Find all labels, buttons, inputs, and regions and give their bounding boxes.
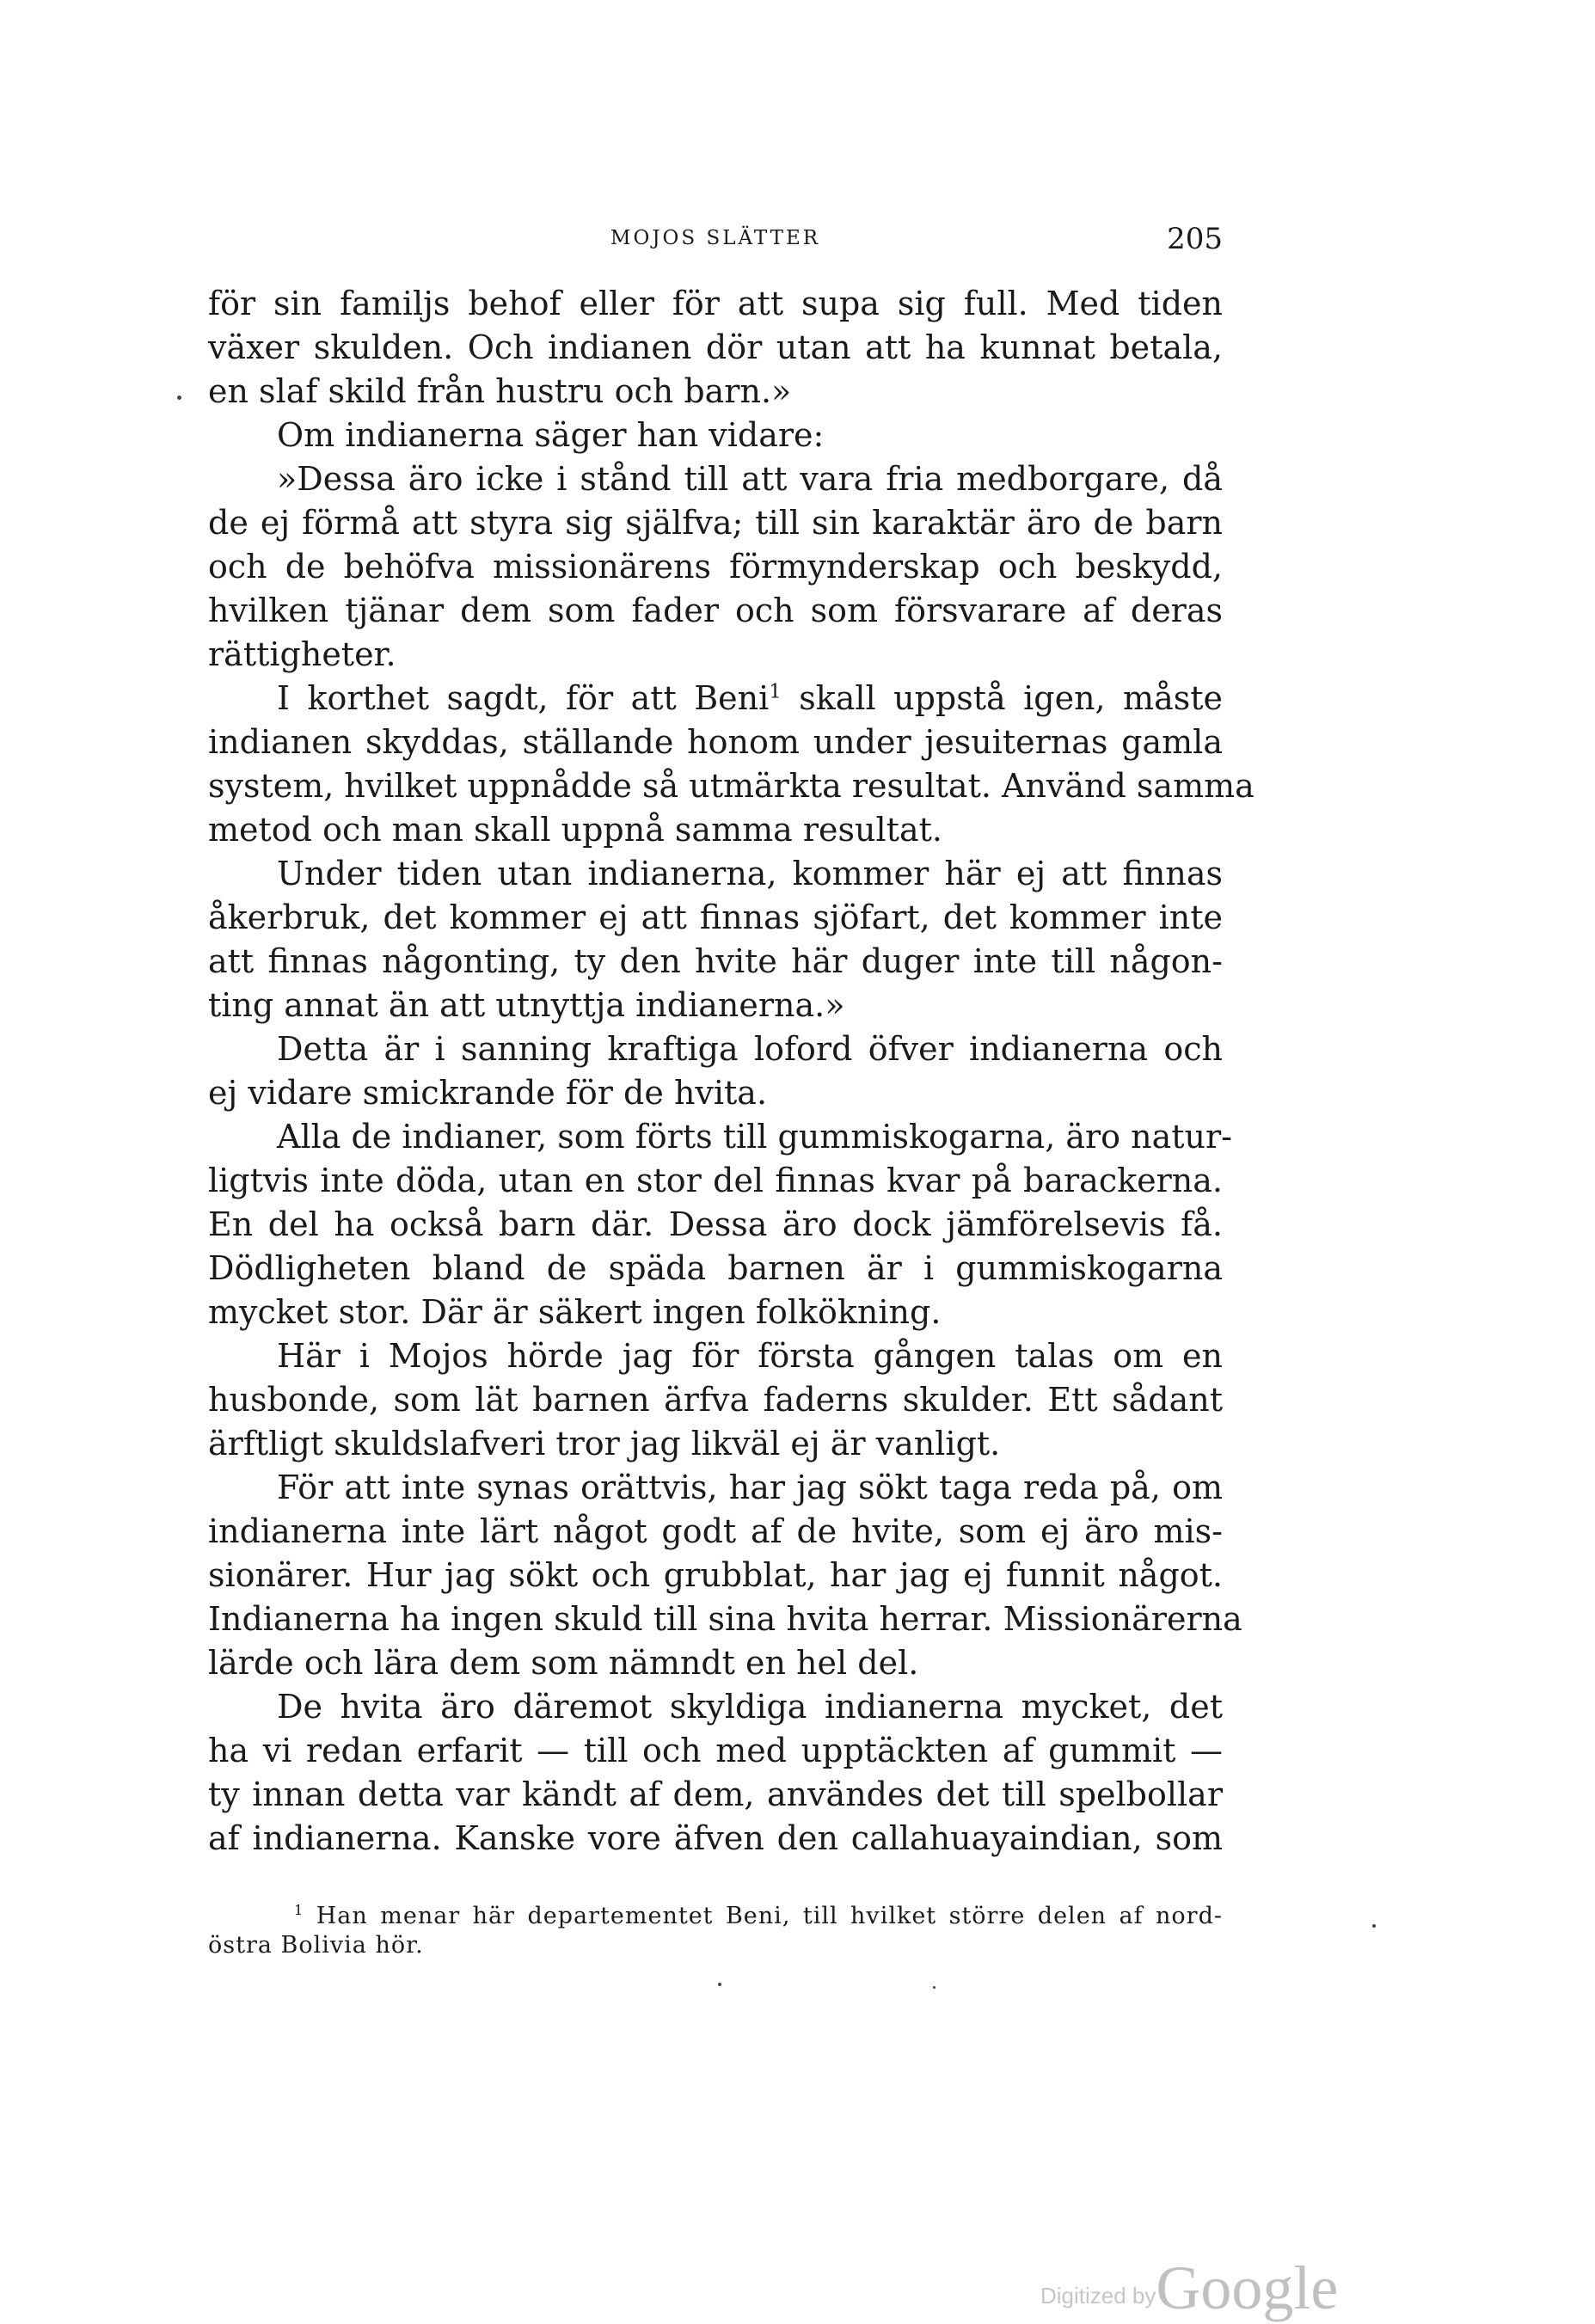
text-line: »Dessa äro icke i stånd till att vara fria medborgare, då xyxy=(277,460,1223,498)
page-header xyxy=(208,222,1223,256)
text-fragment: skall uppstå igen, måste xyxy=(781,679,1223,717)
text-line: ej vidare smickrande för de hvita. xyxy=(208,1074,768,1112)
text-line: indianerna inte lärt något godt af de hvite, som ej äro mis- xyxy=(208,1512,1223,1550)
text-line: ärftligt skuldslafveri tror jag likväl ej är vanligt. xyxy=(208,1425,1001,1462)
print-speck xyxy=(1372,1924,1376,1928)
text-line: metod och man skall uppnå samma resultat. xyxy=(208,811,942,849)
footnote-line xyxy=(208,1902,1223,1931)
text-line: växer skulden. Och indianen dör utan att ha kunnat betala, xyxy=(208,328,1223,366)
running-title: MOJOS SLÄTTER xyxy=(610,227,821,249)
text-line: en slaf skild från hustru och barn.» xyxy=(208,372,792,410)
text-line: Under tiden utan indianerna, kommer här ej att finnas xyxy=(277,855,1223,892)
text-line: system, hvilket uppnådde så utmärkta resultat. Använd samma xyxy=(208,767,1255,805)
text-line: att finnas någonting, ty den hvite här duger inte till någon- xyxy=(208,942,1223,980)
footnote-reference: 1 xyxy=(769,680,782,703)
text-line: rättigheter. xyxy=(208,635,396,673)
watermark-prefix: Digitized by xyxy=(1040,2283,1156,2309)
text-line: Alla de indianer, som förts till gummiskogarna, äro natur- xyxy=(277,1118,1233,1156)
text-fragment: I korthet sagdt, för att Beni xyxy=(277,679,770,717)
text-line: de ej förmå att styra sig själfva; till sin karaktär äro de barn xyxy=(208,504,1223,542)
text-line: sionärer. Hur jag sökt och grubblat, har jag ej funnit något. xyxy=(208,1556,1223,1594)
text-line: hvilken tjänar dem som fader och som försvarare af deras xyxy=(208,592,1223,629)
body-text xyxy=(208,282,1255,1861)
text-line: ting annat än att utnyttja indianerna.» xyxy=(208,986,845,1024)
footnote xyxy=(208,1902,1223,1960)
text-line: Här i Mojos hörde jag för första gången talas om en xyxy=(277,1337,1223,1375)
text-line: åkerbruk, det kommer ej att finnas sjöfart, det kommer inte xyxy=(208,898,1223,936)
text-line: En del ha också barn där. Dessa äro dock jämförelsevis få. xyxy=(208,1205,1223,1243)
text-line: Om indianerna säger han vidare: xyxy=(277,416,825,454)
text-line: De hvita äro däremot skyldiga indianerna mycket, det xyxy=(277,1688,1223,1726)
page-number: 205 xyxy=(1167,222,1223,256)
footnote-text: Han menar här departementet Beni, till hvilket större delen af nord- xyxy=(304,1903,1223,1929)
text-line: ligtvis inte döda, utan en stor del finnas kvar på barackerna. xyxy=(208,1162,1223,1199)
google-logo: Google xyxy=(1156,2253,1339,2322)
text-line: Dödligheten bland de späda barnen är i gummiskogarna xyxy=(208,1249,1223,1287)
text-line: ha vi redan erfarit — till och med upptäckten af gummit — xyxy=(208,1732,1223,1769)
text-line: För att inte synas orättvis, har jag sökt taga reda på, om xyxy=(277,1469,1223,1506)
text-line: Indianerna ha ingen skuld till sina hvita herrar. Missionärerna xyxy=(208,1600,1242,1638)
text-line: husbonde, som lät barnen ärfva faderns skulder. Ett sådant xyxy=(208,1381,1223,1419)
text-line: af indianerna. Kanske vore äfven den callahuayaindian, som xyxy=(208,1819,1223,1857)
text-line: lärde och lära dem som nämndt en hel del. xyxy=(208,1644,919,1682)
text-line: Detta är i sanning kraftiga loford öfver indianerna och xyxy=(277,1030,1223,1068)
text-line: och de behöfva missionärens förmynderskap och beskydd, xyxy=(208,548,1223,586)
print-speck xyxy=(718,1983,721,1986)
footnote-marker: 1 xyxy=(294,1902,304,1918)
text-line: för sin familjs behof eller för att supa sig full. Med tiden xyxy=(208,285,1223,322)
digitized-watermark xyxy=(1040,2253,1338,2324)
text-line-with-footnote xyxy=(208,677,1223,721)
footnote-line: östra Bolivia hör. xyxy=(208,1932,424,1959)
text-line: mycket stor. Där är säkert ingen folkökning. xyxy=(208,1293,942,1331)
text-line: ty innan detta var kändt af dem, användes det till spelbollar xyxy=(208,1775,1223,1813)
print-speck xyxy=(933,1986,936,1989)
print-speck xyxy=(177,396,181,400)
text-line: indianen skyddas, ställande honom under jesuiternas gamla xyxy=(208,723,1223,761)
